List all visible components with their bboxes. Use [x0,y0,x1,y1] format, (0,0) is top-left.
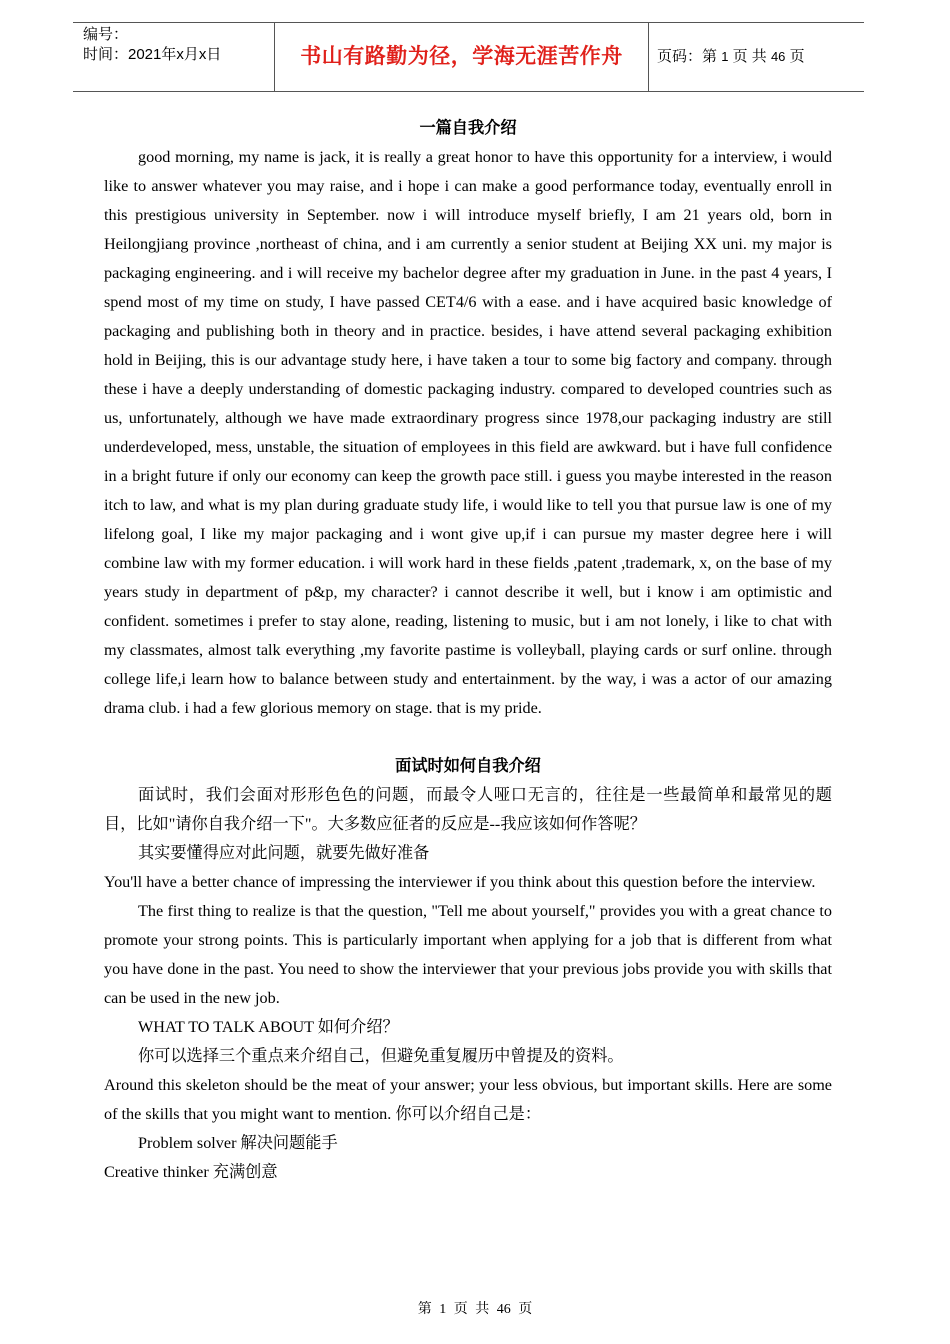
section-gap [104,723,832,752]
section2-paragraph-9: Creative thinker 充满创意 [104,1163,278,1181]
section2-paragraph-3: You'll have a better chance of impressing the interviewer if you think about this question before the interview. [104,873,816,891]
page-total: 46 [770,49,786,64]
section2-paragraph-2: 其实要懂得应对此问题，就要先做好准备 [138,844,430,862]
section2-paragraph-5: WHAT TO TALK ABOUT 如何介绍？ [138,1018,399,1036]
document-body [104,114,832,1187]
page-suffix: 页 [789,48,805,65]
section2-paragraph-7: Around this skeleton should be the meat of your answer; your less obvious, but important skills. Here are some of the skills that you might want to mention. 你可以介绍自己是： [104,1076,832,1123]
section2-paragraph-8: Problem solver 解决问题能手 [138,1134,338,1152]
time-label: 时间：2021年x月x日 [83,46,222,63]
page-mid: 页 共 [732,48,767,65]
header-page-number [657,23,857,91]
page-prefix: 页码：第 [657,48,718,65]
section2-paragraph-1: 面试时，我们会面对形形色色的问题，而最令人哑口无言的，往往是一些最简单和最常见的题目，比如"请你自我介绍一下"。大多数应征者的反应是--我应该如何作答呢？ [104,786,832,833]
header-motto: 书山有路勤为径，学海无涯苦作舟 [274,23,649,91]
section2-title: 面试时如何自我介绍 [395,757,541,775]
number-label: 编号： [83,26,129,43]
section2-paragraph-4: The first thing to realize is that the question, "Tell me about yourself," provides you with a great chance to promote your strong points. This is particularly important when applying for a job that is different from what you have done in the past. You need to show the interviewer that your previous jobs provide you with skills that can be used in the new job. [104,902,832,1007]
section2-paragraph-6: 你可以选择三个重点来介绍自己，但避免重复履历中曾提及的资料。 [138,1047,624,1065]
page-current: 1 [721,49,729,64]
page-footer: 第 1 页 共 46 页 [417,1302,533,1317]
header-meta [83,23,273,93]
section1-body: good morning, my name is jack, it is really a great honor to have this opportunity for a interview, i would like to answer whatever you may raise, and i hope i can make a good performance today, eventually enroll in this prestigious university in September. now i will introduce myself briefly, I am 21 years old, born in Heilongjiang province ,northeast of china, and i am currently a senior student at Beijing XX uni. my major is packaging engineering. and i will receive my bachelor degree after my graduation in June. in the past 4 years, I spend most of my time on study, I have passed CET4/6 with a ease. and i have acquired basic knowledge of packaging and publishing both in theory and in practice. besides, i have attend several packaging exhibition hold in Beijing, this is our advantage study here, i have taken a tour to some big factory and company. through these i have a deeply understanding of domestic packaging industry. compared to developed countries such as us, unfortunately, although we have made extraordinary progress since 1978,our packaging industry are still underdeveloped, mess, unstable, the situation of employees in this field are awkward. but i have full confidence in a bright future if only our economy can keep the growth pace still. i guess you maybe interested in the reason itch to law, and what is my plan during graduate study life, i would like to tell you that pursue law is one of my lifelong goal, I like my major packaging and i wont give up,if i can pursue my master degree here i will combine law with my former education. i will work hard in these fields ,patent ,trademark, x, on the base of my years study in department of p&p, my character? i cannot describe it well, but i know i am optimistic and confident. sometimes i prefer to stay alone, reading, listening to music, but i am not lonely, i like to chat with my classmates, almost talk everything ,my favorite pastime is volleyball, playing cards or surf online. through college life,i learn how to balance between study and entertainment. by the way, i was a actor of our amazing drama club. i had a few glorious memory on stage. that is my pride. [104,148,832,717]
section1-title: 一篇自我介绍 [419,119,517,137]
page-header [73,22,864,92]
